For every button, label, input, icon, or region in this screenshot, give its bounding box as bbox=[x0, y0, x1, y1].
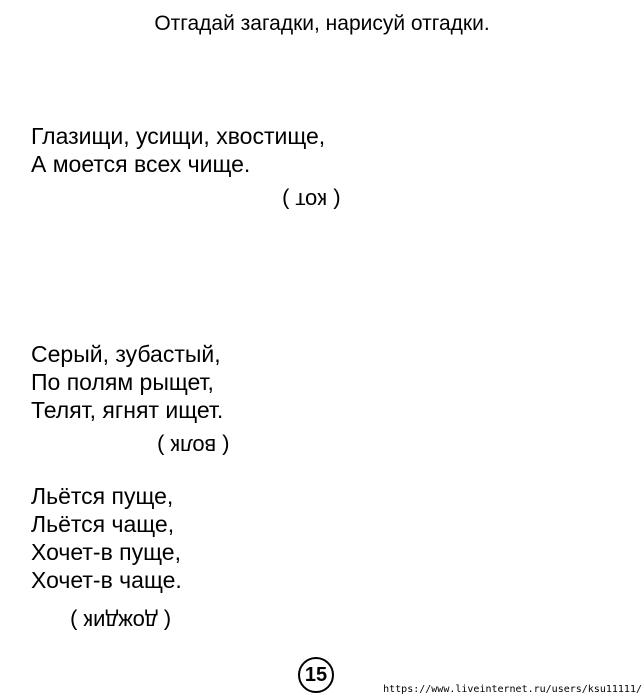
riddle-line: Хочет-в пуще, bbox=[31, 539, 181, 565]
riddle-3-answer: ( дождик ) bbox=[70, 609, 172, 634]
riddle-line: Телят, ягнят ищет. bbox=[31, 397, 224, 423]
riddle-3 bbox=[31, 482, 591, 594]
riddle-line: Льётся чаще, bbox=[31, 511, 175, 537]
riddle-line: Глазищи, усищи, хвостище, bbox=[31, 123, 326, 149]
riddle-1-answer: ( кот ) bbox=[282, 188, 341, 213]
page-number: 15 bbox=[298, 657, 334, 693]
riddle-2-answer: ( волк ) bbox=[157, 434, 230, 459]
riddle-line: А моется всех чище. bbox=[31, 151, 251, 177]
watermark-url: https://www.liveinternet.ru/users/ksu11111/ bbox=[383, 684, 642, 695]
page-title: Отгадай загадки, нарисуй отгадки. bbox=[154, 12, 490, 35]
riddle-1 bbox=[31, 122, 591, 178]
riddle-2 bbox=[31, 340, 591, 424]
riddle-line: Льётся пуще, bbox=[31, 483, 174, 509]
riddle-line: Серый, зубастый, bbox=[31, 341, 221, 367]
riddle-line: Хочет-в чаще. bbox=[31, 567, 182, 593]
riddle-line: По полям рыщет, bbox=[31, 369, 214, 395]
